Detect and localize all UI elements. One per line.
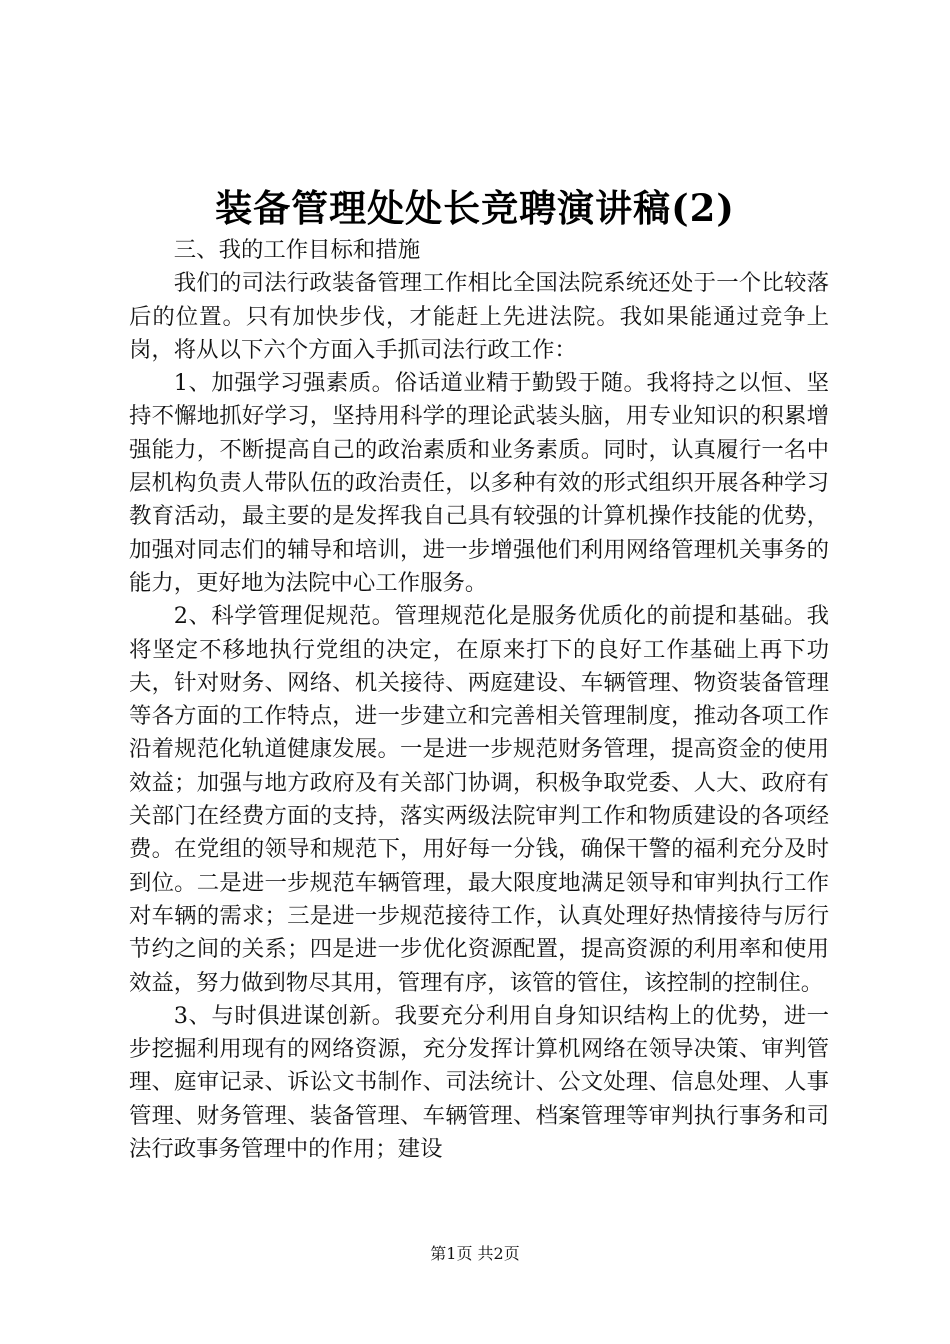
document-title: 装备管理处处长竞聘演讲稿(2) bbox=[215, 186, 735, 230]
document-body bbox=[129, 234, 829, 1166]
paragraph-point-1: 1、加强学习强素质。俗话道业精于勤毁于随。我将持之以恒、坚持不懈地抓好学习，坚持用科学的理论武装头脑，用专业知识的积累增强能力，不断提高自己的政治素质和业务素质。同时，认真履行一名中层机构负责人带队伍的政治责任，以多种有效的形式组织开展各种学习教育活动，最主要的是发挥我自己具有较强的计算机操作技能的优势，加强对同志们的辅导和培训，进一步增强他们利用网络管理机关事务的能力，更好地为法院中心工作服务。 bbox=[129, 370, 829, 596]
paragraph-point-2: 2、科学管理促规范。管理规范化是服务优质化的前提和基础。我将坚定不移地执行党组的决定，在原来打下的良好工作基础上再下功夫，针对财务、网络、机关接待、两庭建设、车辆管理、物资装备管理等各方面的工作特点，进一步建立和完善相关管理制度，推动各项工作沿着规范化轨道健康发展。一是进一步规范财务管理，提高资金的使用效益；加强与地方政府及有关部门协调，积极争取党委、人大、政府有关部门在经费方面的支持，落实两级法院审判工作和物质建设的各项经费。在党组的领导和规范下，用好每一分钱，确保干警的福利充分及时到位。二是进一步规范车辆管理，最大限度地满足领导和审判执行工作对车辆的需求；三是进一步规范接待工作，认真处理好热情接待与厉行节约之间的关系；四是进一步优化资源配置，提高资源的利用率和使用效益，努力做到物尽其用，管理有序，该管的管住，该控制的控制住。 bbox=[129, 603, 829, 996]
paragraph-intro: 我们的司法行政装备管理工作相比全国法院系统还处于一个比较落后的位置。只有加快步伐，才能赶上先进法院。我如果能通过竞争上岗，将从以下六个方面入手抓司法行政工作： bbox=[129, 270, 829, 363]
page-footer: 第1页 共2页 bbox=[430, 1244, 520, 1263]
section-heading: 三、我的工作目标和措施 bbox=[173, 237, 421, 263]
paragraph-point-3: 3、与时俱进谋创新。我要充分利用自身知识结构上的优势，进一步挖掘利用现有的网络资源，充分发挥计算机网络在领导决策、审判管理、庭审记录、诉讼文书制作、司法统计、公文处理、信息处理、人事管理、财务管理、装备管理、车辆管理、档案管理等审判执行事务和司法行政事务管理中的作用；建设 bbox=[129, 1002, 829, 1163]
